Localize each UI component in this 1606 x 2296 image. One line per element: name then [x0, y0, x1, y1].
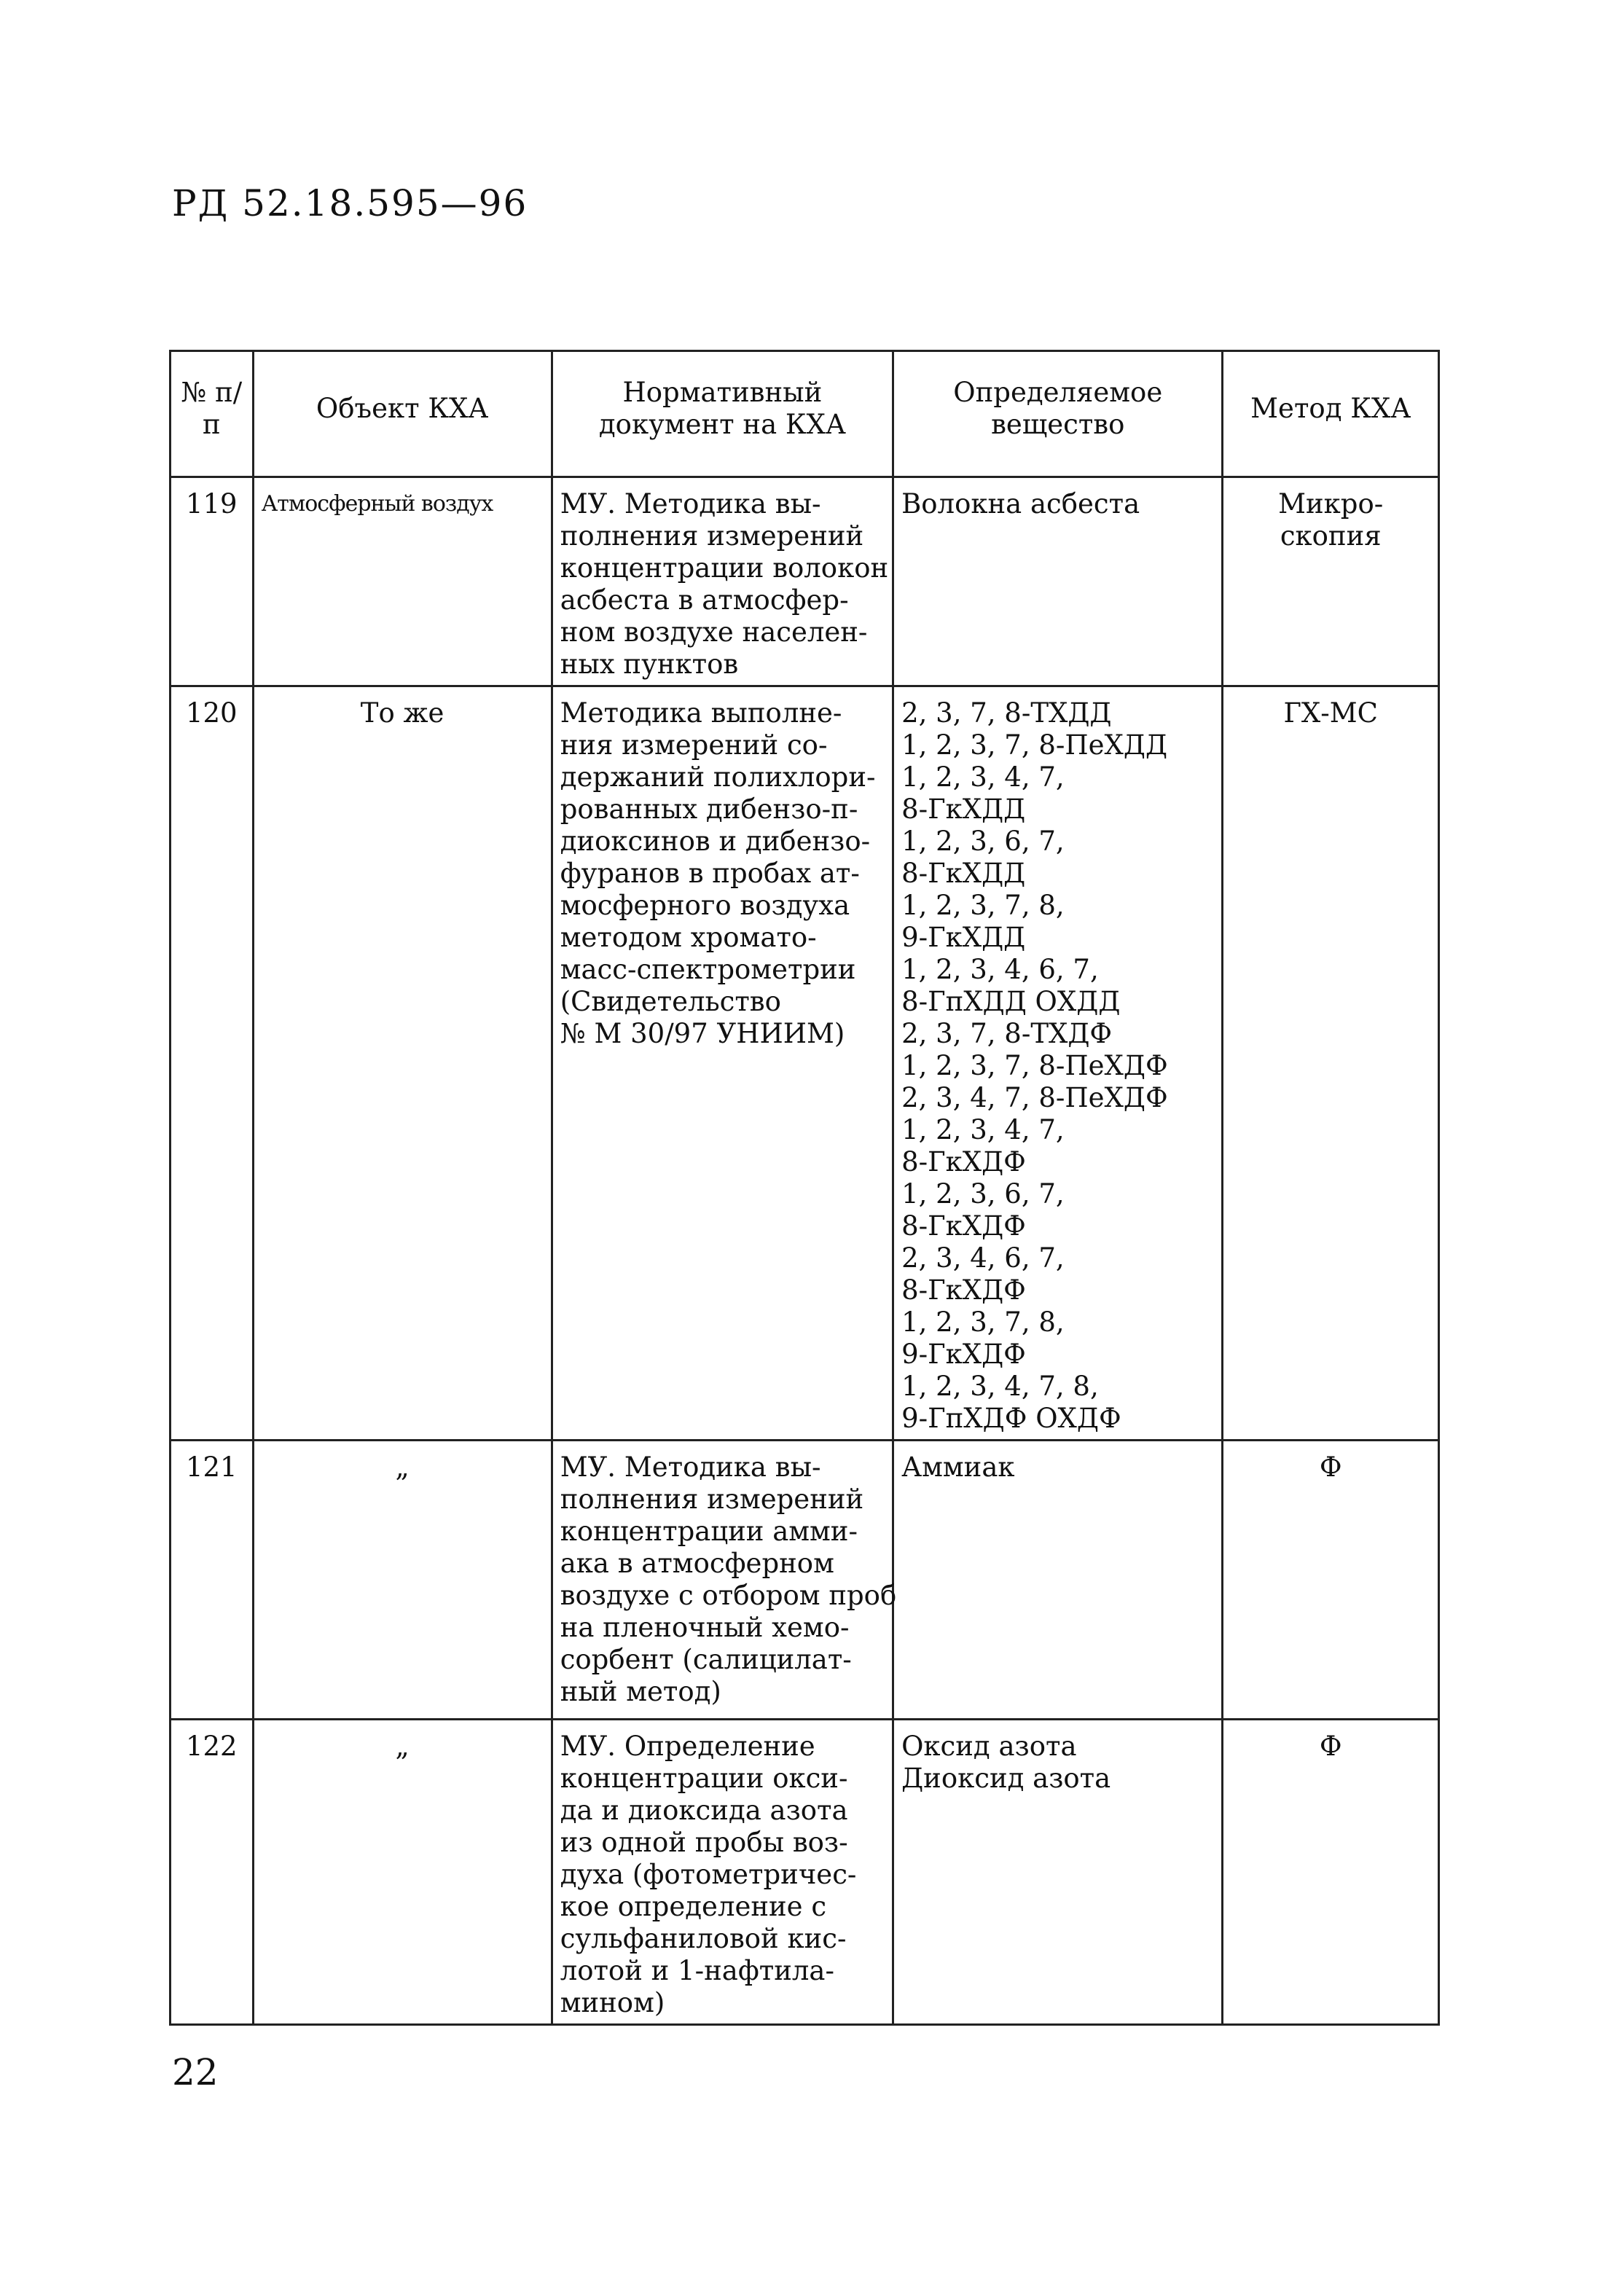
document-line: методом хромато-	[560, 922, 817, 953]
row-method	[1223, 686, 1439, 1441]
substance-line: 1, 2, 3, 4, 7,	[901, 761, 1065, 793]
row-document	[552, 477, 893, 686]
table-row	[171, 1441, 1439, 1720]
document-line: полнения измерений	[560, 1484, 864, 1515]
document-line: из одной пробы воз-	[560, 1827, 848, 1858]
method-line: скопия	[1280, 520, 1382, 552]
substance-line: 8-ГпХДД ОХДД	[901, 986, 1121, 1017]
document-line: мосферного воздуха	[560, 890, 850, 921]
substance-line: 1, 2, 3, 6, 7,	[901, 826, 1065, 857]
document-line: МУ. Методика вы-	[560, 488, 821, 520]
substance-line: 2, 3, 7, 8-ТХДД	[901, 697, 1112, 729]
row-document	[552, 1720, 893, 2025]
document-line: духа (фотометричес-	[560, 1859, 857, 1890]
document-line: на пленочный хемо-	[560, 1612, 850, 1643]
row-method	[1223, 1720, 1439, 2025]
document-line: № М 30/97 УНИИМ)	[560, 1018, 845, 1049]
document-code: РД 52.18.595—96	[172, 182, 528, 224]
substance-line: 8-ГкХДФ	[901, 1274, 1026, 1306]
substance-line: 9-ГпХДФ ОХДФ	[901, 1403, 1121, 1434]
document-line: да и диоксида азота	[560, 1795, 848, 1826]
substance-line: Диоксид азота	[901, 1763, 1111, 1794]
header-object: Объект КХА	[253, 351, 552, 477]
table-header-row	[171, 351, 1439, 477]
document-line: (Свидетельство	[560, 986, 781, 1017]
analysis-methods-table	[169, 350, 1440, 2026]
row-object: „	[253, 1720, 552, 2025]
row-document	[552, 1441, 897, 1720]
row-method	[1223, 1441, 1439, 1720]
substance-line: 1, 2, 3, 6, 7,	[901, 1178, 1065, 1210]
row-substances	[893, 1720, 1223, 2025]
substance-line: 2, 3, 4, 7, 8-ПеХДФ	[901, 1082, 1168, 1113]
header-method: Метод КХА	[1223, 351, 1439, 477]
substance-line: 8-ГкХДФ	[901, 1210, 1026, 1242]
document-line: концентрации волокон	[560, 552, 889, 584]
document-line: концентрации амми-	[560, 1516, 858, 1547]
substance-line: 2, 3, 4, 6, 7,	[901, 1242, 1065, 1274]
document-line: ака в атмосферном	[560, 1548, 834, 1579]
table-row	[171, 477, 1439, 686]
substance-line: Аммиак	[901, 1451, 1015, 1483]
method-line: Ф	[1319, 1451, 1342, 1483]
document-line: ном воздухе населен-	[560, 616, 868, 648]
row-num: 121	[171, 1441, 254, 1720]
page-number: 22	[172, 2051, 219, 2093]
substance-line: 1, 2, 3, 4, 7,	[901, 1114, 1065, 1145]
substance-line: 8-ГкХДД	[901, 794, 1026, 825]
document-line: ния измерений со-	[560, 729, 828, 761]
substance-line: 9-ГкХДФ	[901, 1339, 1026, 1370]
substance-line: 8-ГкХДД	[901, 858, 1026, 889]
document-line: лотой и 1-нафтила-	[560, 1955, 834, 1986]
substance-line: 1, 2, 3, 4, 7, 8,	[901, 1371, 1099, 1402]
substance-line: 9-ГкХДД	[901, 922, 1026, 953]
method-line: Микро-	[1278, 488, 1384, 520]
document-line: ный метод)	[560, 1676, 721, 1707]
document-line: полнения измерений	[560, 520, 864, 552]
document-line: фуранов в пробах ат-	[560, 858, 860, 889]
row-object: Атмосферный воздух	[253, 477, 552, 686]
substance-line: 1, 2, 3, 7, 8,	[901, 890, 1065, 921]
header-substance: Определяемое вещество	[893, 351, 1223, 477]
row-method	[1223, 477, 1439, 686]
document-line: масс-спектрометрии	[560, 954, 856, 985]
method-line: Ф	[1319, 1731, 1342, 1762]
substance-line: 1, 2, 3, 4, 6, 7,	[901, 954, 1099, 985]
document-line: держаний полихлори-	[560, 761, 876, 793]
header-num: № п/п	[171, 351, 254, 477]
substance-line: 8-ГкХДФ	[901, 1146, 1026, 1178]
document-line: воздухе с отбором проб	[560, 1580, 897, 1611]
substance-line: 2, 3, 7, 8-ТХДФ	[901, 1018, 1113, 1049]
row-object: „	[253, 1441, 552, 1720]
method-line: ГХ-МС	[1283, 697, 1378, 729]
substance-line: Оксид азота	[901, 1731, 1077, 1762]
header-document: Нормативный документ на КХА	[552, 351, 893, 477]
document-line: концентрации окси-	[560, 1763, 848, 1794]
table-row	[171, 686, 1439, 1441]
substance-line: 1, 2, 3, 7, 8-ПеХДФ	[901, 1050, 1168, 1081]
document-line: кое определение с	[560, 1891, 827, 1922]
document-line: Методика выполне-	[560, 697, 842, 729]
document-line: ных пунктов	[560, 649, 739, 680]
row-num: 120	[171, 686, 254, 1441]
row-substances	[893, 1441, 1223, 1720]
table-row	[171, 1720, 1439, 2025]
document-line: диоксинов и дибензо-	[560, 826, 871, 857]
document-line: мином)	[560, 1987, 665, 2018]
row-document	[552, 686, 893, 1441]
document-line: МУ. Методика вы-	[560, 1451, 821, 1483]
row-substances	[893, 477, 1223, 686]
document-line: асбеста в атмосфер-	[560, 584, 849, 616]
row-num: 119	[171, 477, 254, 686]
document-line: рованных дибензо-п-	[560, 794, 858, 825]
substance-line: 1, 2, 3, 7, 8-ПеХДД	[901, 729, 1168, 761]
row-object: То же	[253, 686, 552, 1441]
substance-line: 1, 2, 3, 7, 8,	[901, 1306, 1065, 1338]
document-line: сульфаниловой кис-	[560, 1923, 847, 1954]
row-substances	[893, 686, 1223, 1441]
substance-line: Волокна асбеста	[901, 488, 1140, 520]
document-line: МУ. Определение	[560, 1731, 815, 1762]
document-line: сорбент (салицилат-	[560, 1644, 852, 1675]
row-num: 122	[171, 1720, 254, 2025]
